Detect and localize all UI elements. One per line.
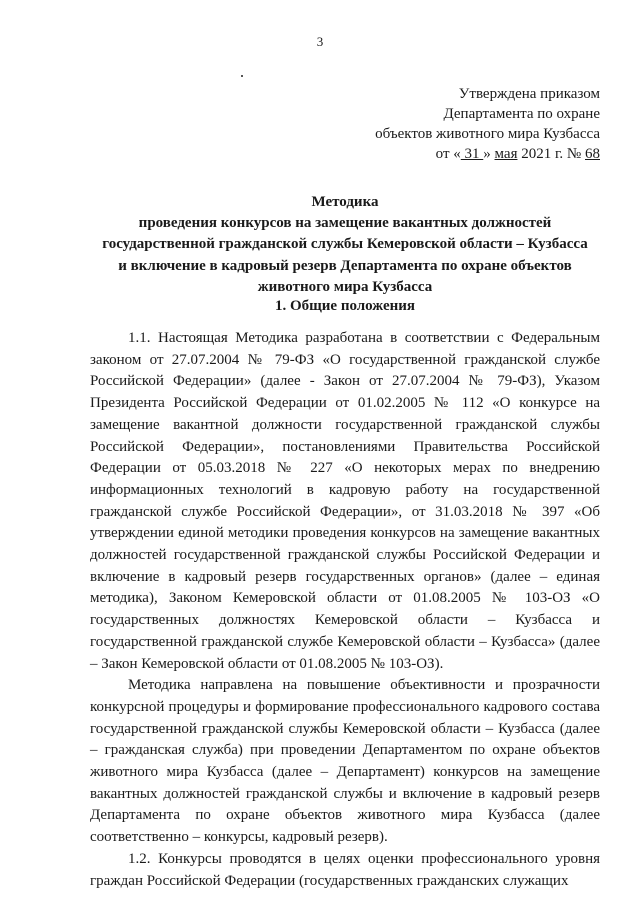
paragraph-1-1: 1.1. Настоящая Методика разработана в соответствии с Федеральным законом от 27.07.2004 № 79-ФЗ «О государственной гражданской службе Российской Федерации» (далее - Закон от 27.07.2004 № 79-ФЗ), Указом Президента Российской Федерации от 01.02.2005 № 112 «О конкурсе на замещение вакантной должности государственной гражданской службы Российской Федерации», постановлениями Правительства Российской Федерации от 05.03.2018 № 227 «О некоторых мерах по внедрению информационных технологий в кадровую работу на государственной гражданской службе Российской Федерации», от 31.03.2018 № 397 «Об утверждении единой методики проведения конкурсов на замещение вакантных должностей государственной гражданской службы Российской Федерации и включение в кадровый резерв государственных органов» (далее – единая методика), Законом Кемеровской области от 01.08.2005 № 103-ОЗ «О государственных должностях Кемеровской области – Кузбасса и государственной гражданской службе Кемеровской области – Кузбасса» (далее – Закон Кемеровской области от 01.08.2005 № 103-ОЗ).	[90, 330, 600, 672]
approval-line-2: Департамента по охране	[443, 106, 600, 122]
approval-day: 31	[460, 146, 484, 162]
approval-date-prefix: от «	[435, 146, 461, 162]
title-line-2: проведения конкурсов на замещение вакантных должностей	[138, 215, 552, 232]
document-body	[90, 328, 600, 892]
paragraph-1-2: 1.2. Конкурсы проводятся в целях оценки профессионального уровня граждан Российской Федерации (государственных гражданских служащих	[90, 850, 600, 889]
paragraph-methodology-purpose: Методика направлена на повышение объективности и прозрачности конкурсной процедуры и формирование профессионального кадрового состава государственной гражданской службы Кемеровской области – Кузбасса (далее – гражданская служба) при проведении Департаментом по охране объектов животного мира Кузбасса (далее – Департамент) конкурсов на замещение вакантных должностей гражданской службы и включение в кадровый резерв Департамента по охране объектов животного мира Кузбасса (далее соответственно – конкурсы, кадровый резерв).	[90, 677, 600, 846]
approval-line-1: Утверждена приказом	[458, 86, 600, 102]
approval-month: мая	[494, 146, 518, 162]
title-line-1: Методика	[311, 194, 379, 210]
title-line-3: государственной гражданской службы Кемеровской области – Кузбасса	[102, 236, 588, 253]
approval-date-mid: »	[483, 146, 495, 162]
approval-date-line	[375, 144, 600, 164]
approval-line-3: объектов животного мира Кузбасса	[375, 126, 600, 142]
scan-speck	[241, 75, 243, 77]
approval-stamp-block	[375, 84, 600, 164]
document-title	[80, 192, 610, 298]
approval-order-number: 68	[585, 146, 600, 162]
title-line-5: животного мира Кузбасса	[257, 278, 433, 295]
section-heading: 1. Общие положения	[274, 298, 416, 314]
approval-year: 2021 г. №	[517, 146, 585, 162]
title-line-4: и включение в кадровый резерв Департамента по охране объектов	[118, 257, 572, 274]
page-number: 3	[316, 34, 324, 49]
